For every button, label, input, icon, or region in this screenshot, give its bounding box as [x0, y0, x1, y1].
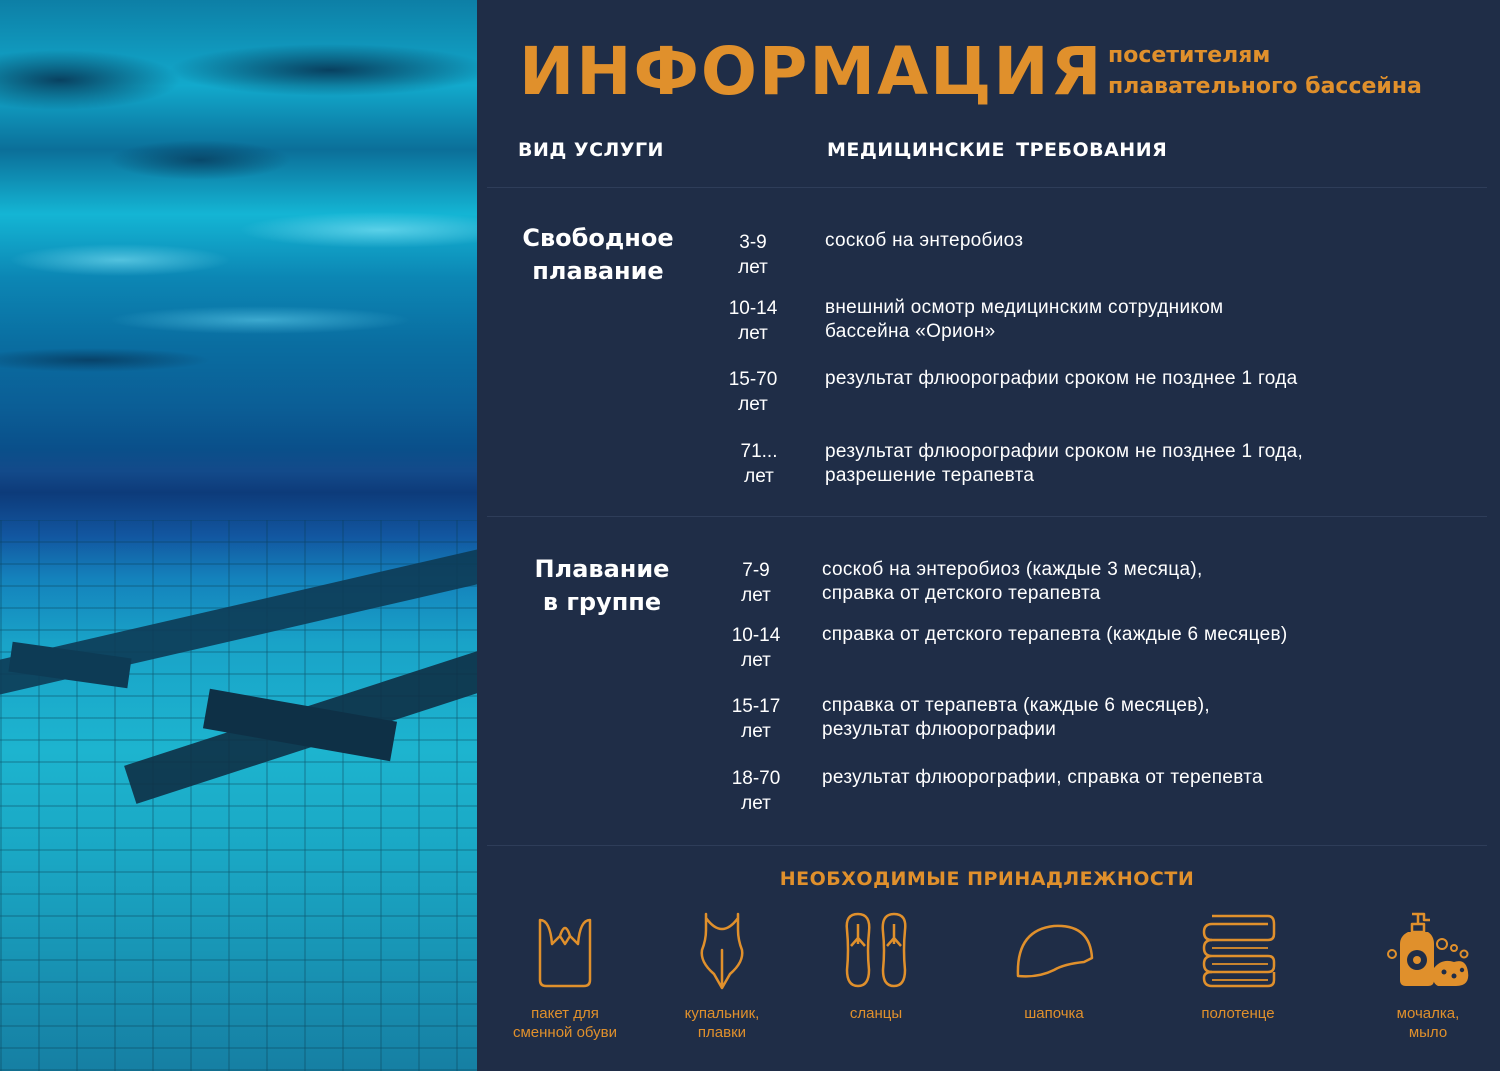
accessory-label-line: плавки — [697, 1024, 747, 1041]
column-header-requirements: МЕДИЦИНСКИЕ ТРЕБОВАНИЯ — [827, 139, 1168, 161]
requirement — [825, 440, 1465, 488]
page-title: ИНФОРМАЦИЯ — [519, 33, 1104, 110]
accessory-label — [642, 1004, 802, 1042]
divider — [487, 845, 1487, 846]
requirement — [822, 558, 1462, 606]
accessory-label-line: шапочка — [1024, 1005, 1084, 1022]
age-value: 10-14 — [728, 298, 778, 319]
age-range — [718, 296, 788, 346]
age-unit: лет — [738, 257, 768, 278]
accessory-label-line: мыло — [1408, 1024, 1448, 1041]
towel-icon — [1198, 910, 1278, 990]
accessory-label-line: пакет для — [531, 1005, 599, 1022]
accessory-label-line: мочалка, — [1396, 1005, 1460, 1022]
accessory-item — [642, 910, 802, 1042]
swim-cap-icon — [1014, 910, 1094, 990]
accessory-label — [1158, 1004, 1318, 1023]
soap-sponge-icon — [1382, 910, 1474, 990]
requirement-line: справка от терапевта (каждые 6 месяцев), — [822, 695, 1210, 716]
age-value: 10-14 — [731, 625, 781, 646]
bag-icon — [530, 910, 600, 990]
age-value: 15-17 — [731, 696, 781, 717]
subtitle-line: посетителям — [1108, 43, 1271, 68]
accessory-item — [796, 910, 956, 1023]
requirement — [822, 766, 1462, 790]
requirement — [822, 694, 1462, 742]
service-name-line: плавание — [532, 257, 664, 285]
age-range — [724, 439, 794, 489]
accessory-label-line: полотенце — [1201, 1005, 1275, 1022]
flip-flops-icon — [841, 910, 911, 990]
service-name-line: Свободное — [522, 224, 674, 252]
accessory-label — [485, 1004, 645, 1042]
accessory-item — [1158, 910, 1318, 1023]
page-subtitle — [1108, 40, 1422, 102]
age-range — [721, 623, 791, 673]
subtitle-line: плавательного бассейна — [1108, 74, 1422, 99]
accessory-label-line: сланцы — [849, 1005, 903, 1022]
accessory-label-line: купальник, — [684, 1005, 760, 1022]
age-range — [721, 694, 791, 744]
requirement-line: внешний осмотр медицинским сотрудником — [825, 297, 1224, 318]
accessory-item — [485, 910, 645, 1042]
accessory-item — [1348, 910, 1500, 1042]
accessory-label — [974, 1004, 1134, 1023]
requirement-line: справка от детского терапевта (каждые 6 месяцев) — [822, 624, 1288, 645]
age-value: 18-70 — [731, 768, 781, 789]
accessory-label — [796, 1004, 956, 1023]
requirement-line: разрешение терапевта — [825, 465, 1035, 486]
column-header-service: ВИД УСЛУГИ — [518, 139, 664, 161]
divider — [487, 187, 1487, 188]
service-name — [498, 222, 698, 288]
service-name — [502, 553, 702, 619]
age-unit: лет — [741, 585, 771, 606]
requirement — [822, 623, 1462, 647]
swimsuit-icon — [692, 910, 752, 990]
water-surface — [0, 0, 477, 460]
requirement — [825, 229, 1465, 253]
age-unit: лет — [738, 323, 768, 344]
age-unit: лет — [741, 793, 771, 814]
accessories-title: НЕОБХОДИМЫЕ ПРИНАДЛЕЖНОСТИ — [779, 868, 1195, 890]
requirement-line: справка от детского терапевта — [822, 583, 1101, 604]
service-name-line: в группе — [542, 588, 662, 616]
age-value: 71... — [740, 441, 778, 462]
age-unit: лет — [744, 466, 774, 487]
age-value: 3-9 — [739, 232, 767, 253]
requirement-line: результат флюорографии сроком не позднее 1 года, — [825, 441, 1304, 462]
age-range — [721, 766, 791, 816]
age-value: 15-70 — [728, 369, 778, 390]
age-unit: лет — [741, 721, 771, 742]
age-range — [721, 558, 791, 608]
requirement — [825, 296, 1465, 344]
requirement-line: бассейна «Орион» — [825, 321, 996, 342]
age-unit: лет — [738, 394, 768, 415]
pool-tiles — [0, 520, 477, 1071]
accessory-label-line: сменной обуви — [512, 1024, 618, 1041]
accessory-label — [1348, 1004, 1500, 1042]
divider — [487, 516, 1487, 517]
requirement-line: результат флюорографии, справка от терепевта — [822, 767, 1263, 788]
requirement — [825, 367, 1465, 391]
age-value: 7-9 — [742, 560, 770, 581]
requirement-line: соскоб на энтеробиоз — [825, 230, 1024, 251]
age-range — [718, 367, 788, 417]
service-name-line: Плавание — [534, 555, 670, 583]
requirement-line: результат флюорографии — [822, 719, 1057, 740]
requirement-line: результат флюорографии сроком не позднее 1 года — [825, 368, 1298, 389]
age-unit: лет — [741, 650, 771, 671]
requirement-line: соскоб на энтеробиоз (каждые 3 месяца), — [822, 559, 1203, 580]
pool-photo — [0, 0, 477, 1071]
age-range — [718, 230, 788, 280]
accessory-item — [974, 910, 1134, 1023]
